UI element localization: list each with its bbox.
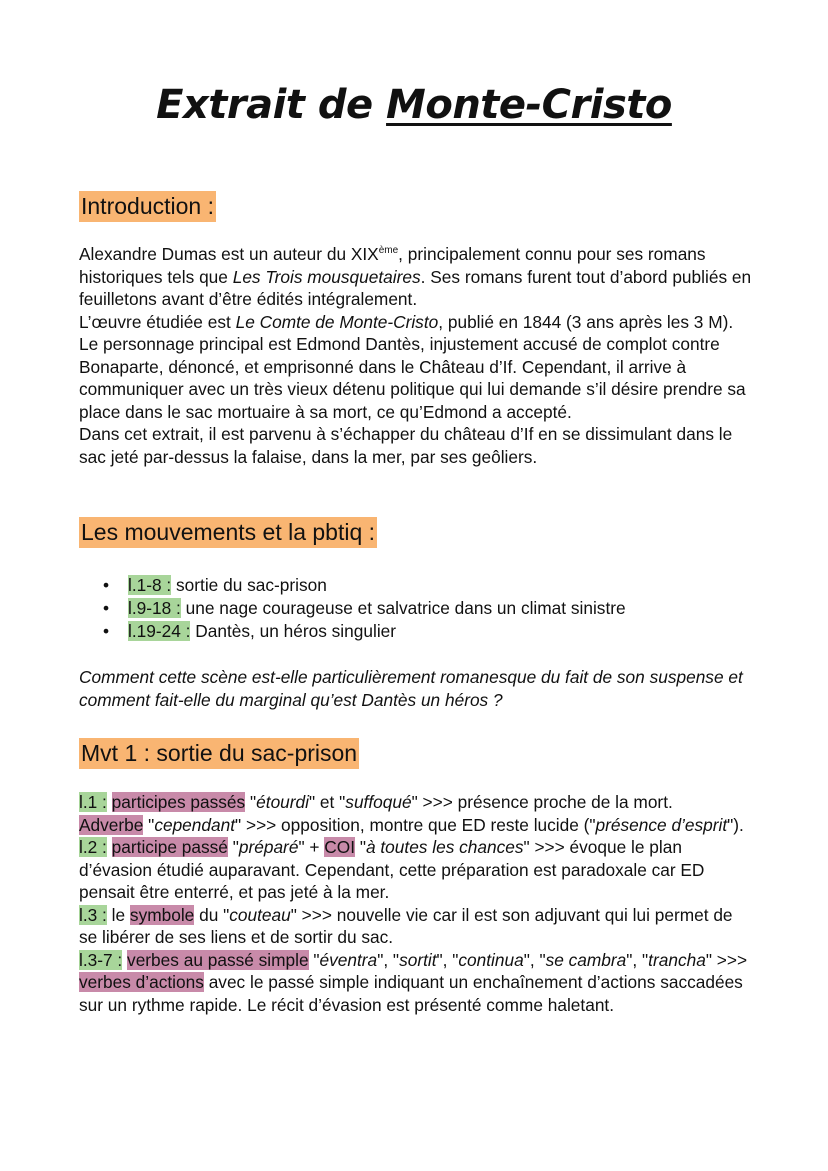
text-run: ", " xyxy=(377,949,400,970)
text-run: du " xyxy=(194,904,230,925)
page-title xyxy=(0,82,828,128)
grammar-term: verbes d’actions xyxy=(79,972,204,992)
grammar-term: participes passés xyxy=(111,792,246,812)
movements-list xyxy=(79,574,626,642)
line-reference: l.1 : xyxy=(79,792,107,812)
line-reference: l.19-24 : xyxy=(128,620,191,641)
text-run: " xyxy=(308,949,320,970)
problematic-question: Comment cette scène est-elle particulièrement romanesque du fait de son suspense et comment fait-elle du marginal qu’est Dantès un héros ? xyxy=(79,667,743,710)
bullet-icon: • xyxy=(103,620,110,641)
line-reference: l.3 : xyxy=(79,904,107,925)
text-run: . Ses romans furent tout d’abord publiés en feuilletons avant d’être édités intégralement. xyxy=(79,266,752,309)
grammar-term: COI xyxy=(324,837,356,857)
list-item-text: une nage courageuse et salvatrice dans un climat sinistre xyxy=(180,597,626,618)
quoted-word: présence d’esprit xyxy=(595,814,728,835)
book-title: Les Trois mousquetaires xyxy=(232,266,421,287)
text-run: , publié en 1844 (3 ans après les 3 M). Le personnage principal est Edmond Dantès, injustement accusé de complot contre Bonaparte, dénoncé, et emprisonné dans le Château d’If. Cependant, il arrive à communiquer avec un très vieux détenu politique qui lui demande s’il désire prendre sa place dans le sac mortuaire à sa mort, ce qu’Edmond a accepté. xyxy=(79,311,746,422)
title-prefix: Extrait de xyxy=(156,82,373,128)
quoted-word: préparé xyxy=(238,837,299,857)
mvt1-heading: Mvt 1 : sortie du sac-prison xyxy=(79,738,359,769)
analysis-line-3-7 xyxy=(79,949,751,1017)
list-item xyxy=(79,574,626,597)
quoted-word: suffoqué xyxy=(345,792,412,812)
text-run: Alexandre Dumas est un auteur du XIX xyxy=(79,244,379,264)
text-run: " >>> nouvelle vie car il est son adjuvant qui lui permet de se libérer de ses liens et de sortir du sac. xyxy=(79,904,733,947)
quoted-word: trancha xyxy=(648,949,706,970)
grammar-term: symbole xyxy=(129,904,195,925)
text-run: avec le passé simple indiquant un enchaînement d’actions saccadées sur un rythme rapide. Le récit d’évasion est présenté comme haletant. xyxy=(79,972,743,1015)
text-run: , principalement connu pour ses romans historiques tels que xyxy=(79,244,706,287)
quoted-word: à toutes les chances xyxy=(365,837,524,857)
text-run: " xyxy=(227,837,239,857)
bullet-icon: • xyxy=(103,597,110,618)
text-run: " et " xyxy=(309,792,346,812)
line-reference: l.9-18 : xyxy=(128,597,181,618)
text-run: " xyxy=(355,837,366,857)
list-item xyxy=(79,620,626,643)
text-run: le xyxy=(106,904,130,925)
analysis-line-3 xyxy=(79,904,751,949)
analysis-adverb xyxy=(79,814,751,837)
introduction-paragraph-1 xyxy=(79,243,754,311)
text-run: " >>> présence proche de la mort. xyxy=(411,792,673,812)
text-run: "). xyxy=(727,814,744,835)
introduction-heading: Introduction : xyxy=(79,191,216,222)
introduction-paragraph-2 xyxy=(79,311,754,424)
movements-heading: Les mouvements et la pbtiq : xyxy=(79,517,377,548)
quoted-word: sortit xyxy=(399,949,437,970)
list-item-text: Dantès, un héros singulier xyxy=(190,620,397,641)
text-run: " xyxy=(143,814,155,835)
introduction-text xyxy=(79,243,754,468)
introduction-paragraph-3: Dans cet extrait, il est parvenu à s’échapper du château d’If en se dissimulant dans le sac jeté par-dessus la falaise, dans la mer, par ses geôliers. xyxy=(79,424,733,467)
line-reference: l.3-7 : xyxy=(79,949,123,970)
quoted-word: continua xyxy=(458,949,524,970)
list-item xyxy=(79,597,626,620)
analysis-line-2 xyxy=(79,836,751,904)
quoted-word: éventra xyxy=(319,949,378,970)
grammar-term: verbes au passé simple xyxy=(127,949,309,970)
quoted-word: couteau xyxy=(229,904,291,925)
superscript: ème xyxy=(378,245,399,256)
quoted-word: étourdi xyxy=(256,792,309,812)
text-run: " + xyxy=(298,837,325,857)
grammar-term: Adverbe xyxy=(79,814,144,835)
quoted-word: cependant xyxy=(154,814,236,835)
text-run: " >>> xyxy=(705,949,748,970)
text-run: ", " xyxy=(436,949,459,970)
book-title: Le Comte de Monte-Cristo xyxy=(235,311,439,332)
line-reference: l.1-8 : xyxy=(128,575,172,595)
grammar-term: participe passé xyxy=(111,837,228,857)
bullet-icon: • xyxy=(103,575,110,595)
text-run: L’œuvre étudiée est xyxy=(79,311,236,332)
text-run: ", " xyxy=(626,949,649,970)
text-run: " >>> opposition, montre que ED reste lucide (" xyxy=(235,814,596,835)
text-run: ", " xyxy=(523,949,546,970)
list-item-text: sortie du sac-prison xyxy=(171,575,327,595)
quoted-word: se cambra xyxy=(545,949,627,970)
analysis-line-1 xyxy=(79,791,751,814)
mvt1-text xyxy=(79,791,751,1016)
text-run: " >>> évoque le plan d’évasion étudié auparavant. Cependant, cette préparation est paradoxale car ED pensait être enterré, et pas jeté à la mer. xyxy=(79,837,705,902)
title-underlined: Monte-Cristo xyxy=(386,82,672,128)
line-reference: l.2 : xyxy=(79,837,107,857)
text-run: " xyxy=(250,792,257,812)
